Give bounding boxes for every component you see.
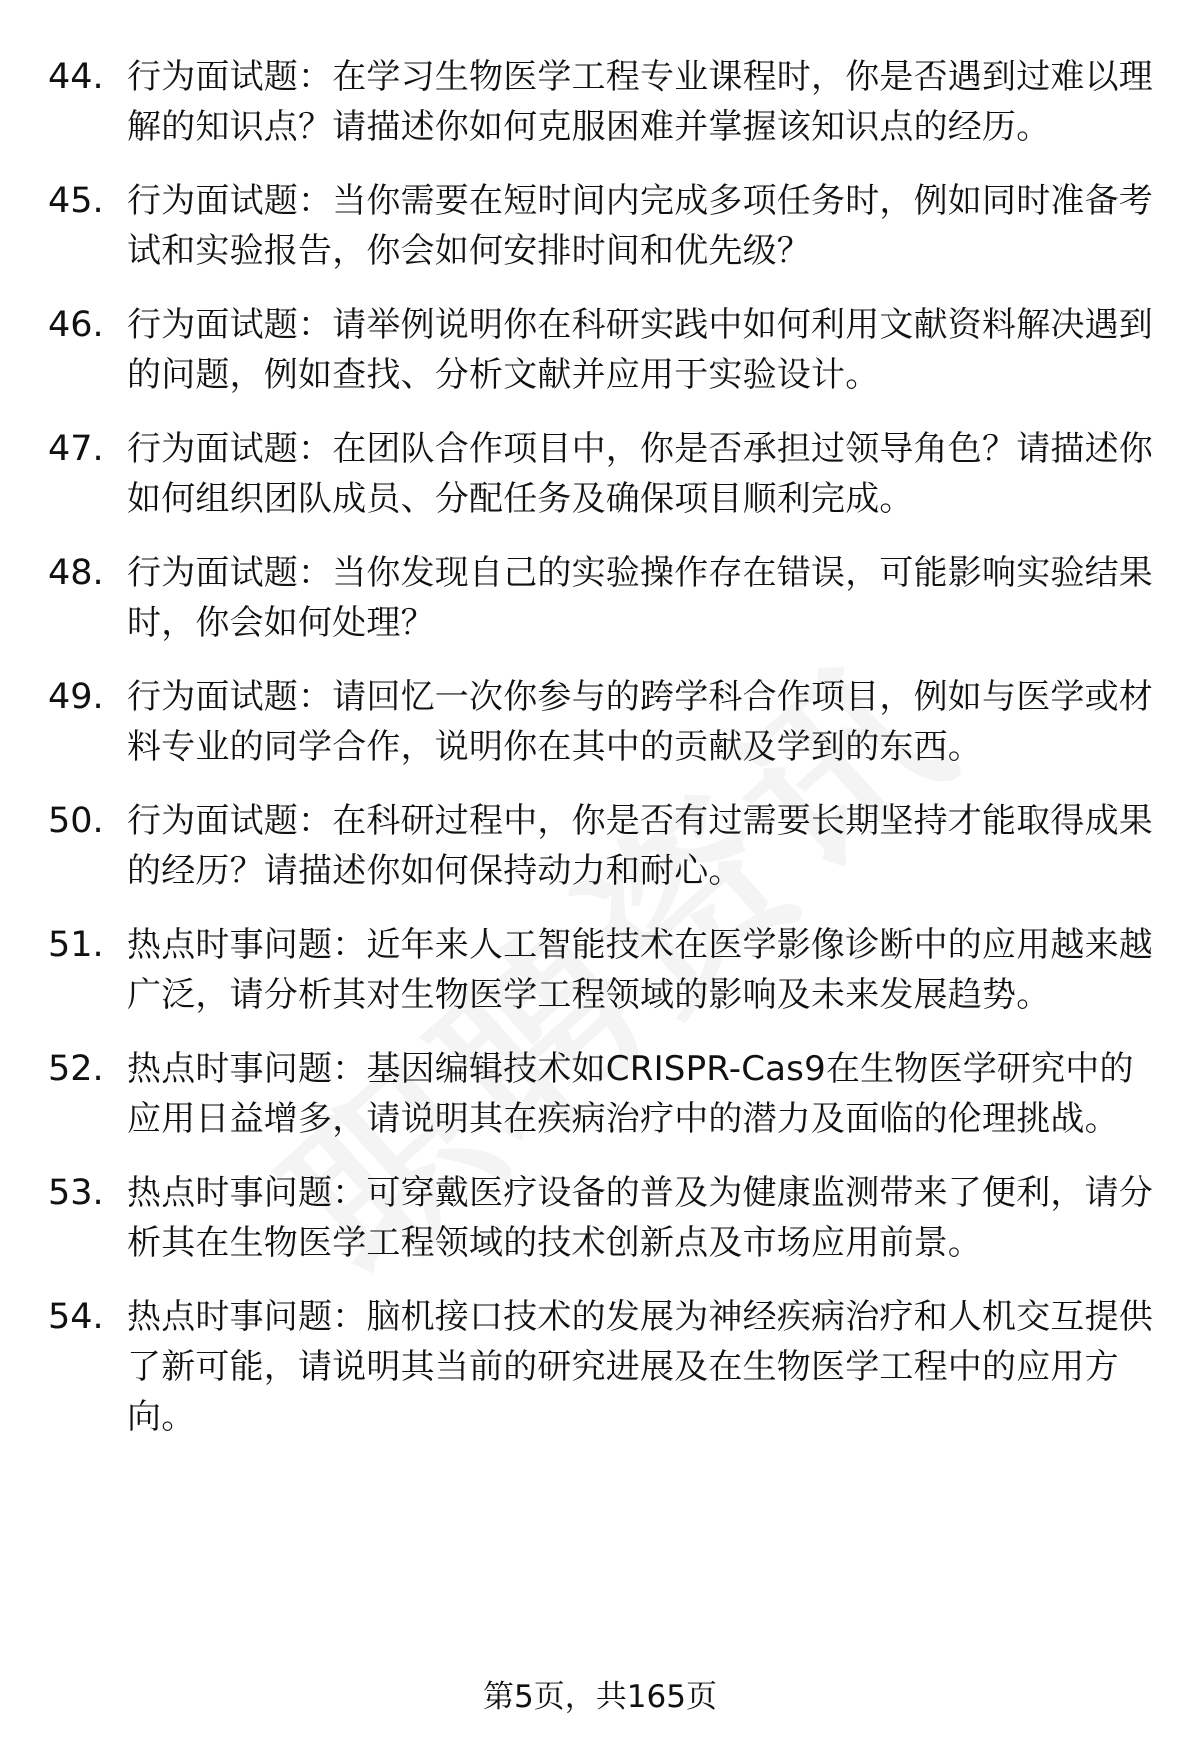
question-number: 50. — [48, 801, 104, 841]
question-text: 行为面试题：请回忆一次你参与的跨学科合作项目，例如与医学或材料专业的同学合作，说明你在其中的贡献及学到的东西。 — [127, 677, 1153, 767]
question-item — [48, 548, 1158, 648]
question-number: 52. — [48, 1049, 104, 1089]
question-number: 46. — [48, 305, 104, 345]
question-item — [48, 52, 1158, 152]
question-number: 48. — [48, 553, 104, 593]
question-number: 53. — [48, 1173, 104, 1213]
question-text: 热点时事问题：基因编辑技术如CRISPR-Cas9在生物医学研究中的应用日益增多，请说明其在疾病治疗中的潜力及面临的伦理挑战。 — [127, 1049, 1134, 1139]
question-text: 热点时事问题：可穿戴医疗设备的普及为健康监测带来了便利，请分析其在生物医学工程领域的技术创新点及市场应用前景。 — [127, 1173, 1153, 1263]
question-number: 45. — [48, 181, 104, 221]
question-item — [48, 1168, 1158, 1268]
question-list — [48, 52, 1158, 1466]
question-text: 行为面试题：在团队合作项目中，你是否承担过领导角色？请描述你如何组织团队成员、分配任务及确保项目顺利完成。 — [127, 429, 1153, 519]
question-item — [48, 796, 1158, 896]
question-text: 行为面试题：在学习生物医学工程专业课程时，你是否遇到过难以理解的知识点？请描述你如何克服困难并掌握该知识点的经历。 — [127, 57, 1153, 147]
question-text: 热点时事问题：近年来人工智能技术在医学影像诊断中的应用越来越广泛，请分析其对生物医学工程领域的影响及未来发展趋势。 — [127, 925, 1153, 1015]
question-item — [48, 424, 1158, 524]
question-text: 行为面试题：请举例说明你在科研实践中如何利用文献资料解决遇到的问题，例如查找、分析文献并应用于实验设计。 — [127, 305, 1153, 395]
question-number: 44. — [48, 57, 104, 97]
question-item — [48, 300, 1158, 400]
question-item — [48, 672, 1158, 772]
question-item — [48, 1044, 1158, 1144]
question-number: 49. — [48, 677, 104, 717]
question-text: 热点时事问题：脑机接口技术的发展为神经疾病治疗和人机交互提供了新可能，请说明其当前的研究进展及在生物医学工程中的应用方向。 — [127, 1297, 1153, 1437]
question-item — [48, 1292, 1158, 1442]
question-text: 行为面试题：当你发现自己的实验操作存在错误，可能影响实验结果时，你会如何处理？ — [127, 553, 1153, 643]
question-number: 47. — [48, 429, 104, 469]
question-text: 行为面试题：在科研过程中，你是否有过需要长期坚持才能取得成果的经历？请描述你如何保持动力和耐心。 — [127, 801, 1153, 891]
page-footer — [0, 1677, 1200, 1717]
question-number: 51. — [48, 925, 104, 965]
question-item — [48, 920, 1158, 1020]
page-number-label: 第5页，共165页 — [483, 1679, 717, 1715]
question-item — [48, 176, 1158, 276]
question-text: 行为面试题：当你需要在短时间内完成多项任务时，例如同时准备考试和实验报告，你会如何安排时间和优先级？ — [127, 181, 1153, 271]
question-number: 54. — [48, 1297, 104, 1337]
